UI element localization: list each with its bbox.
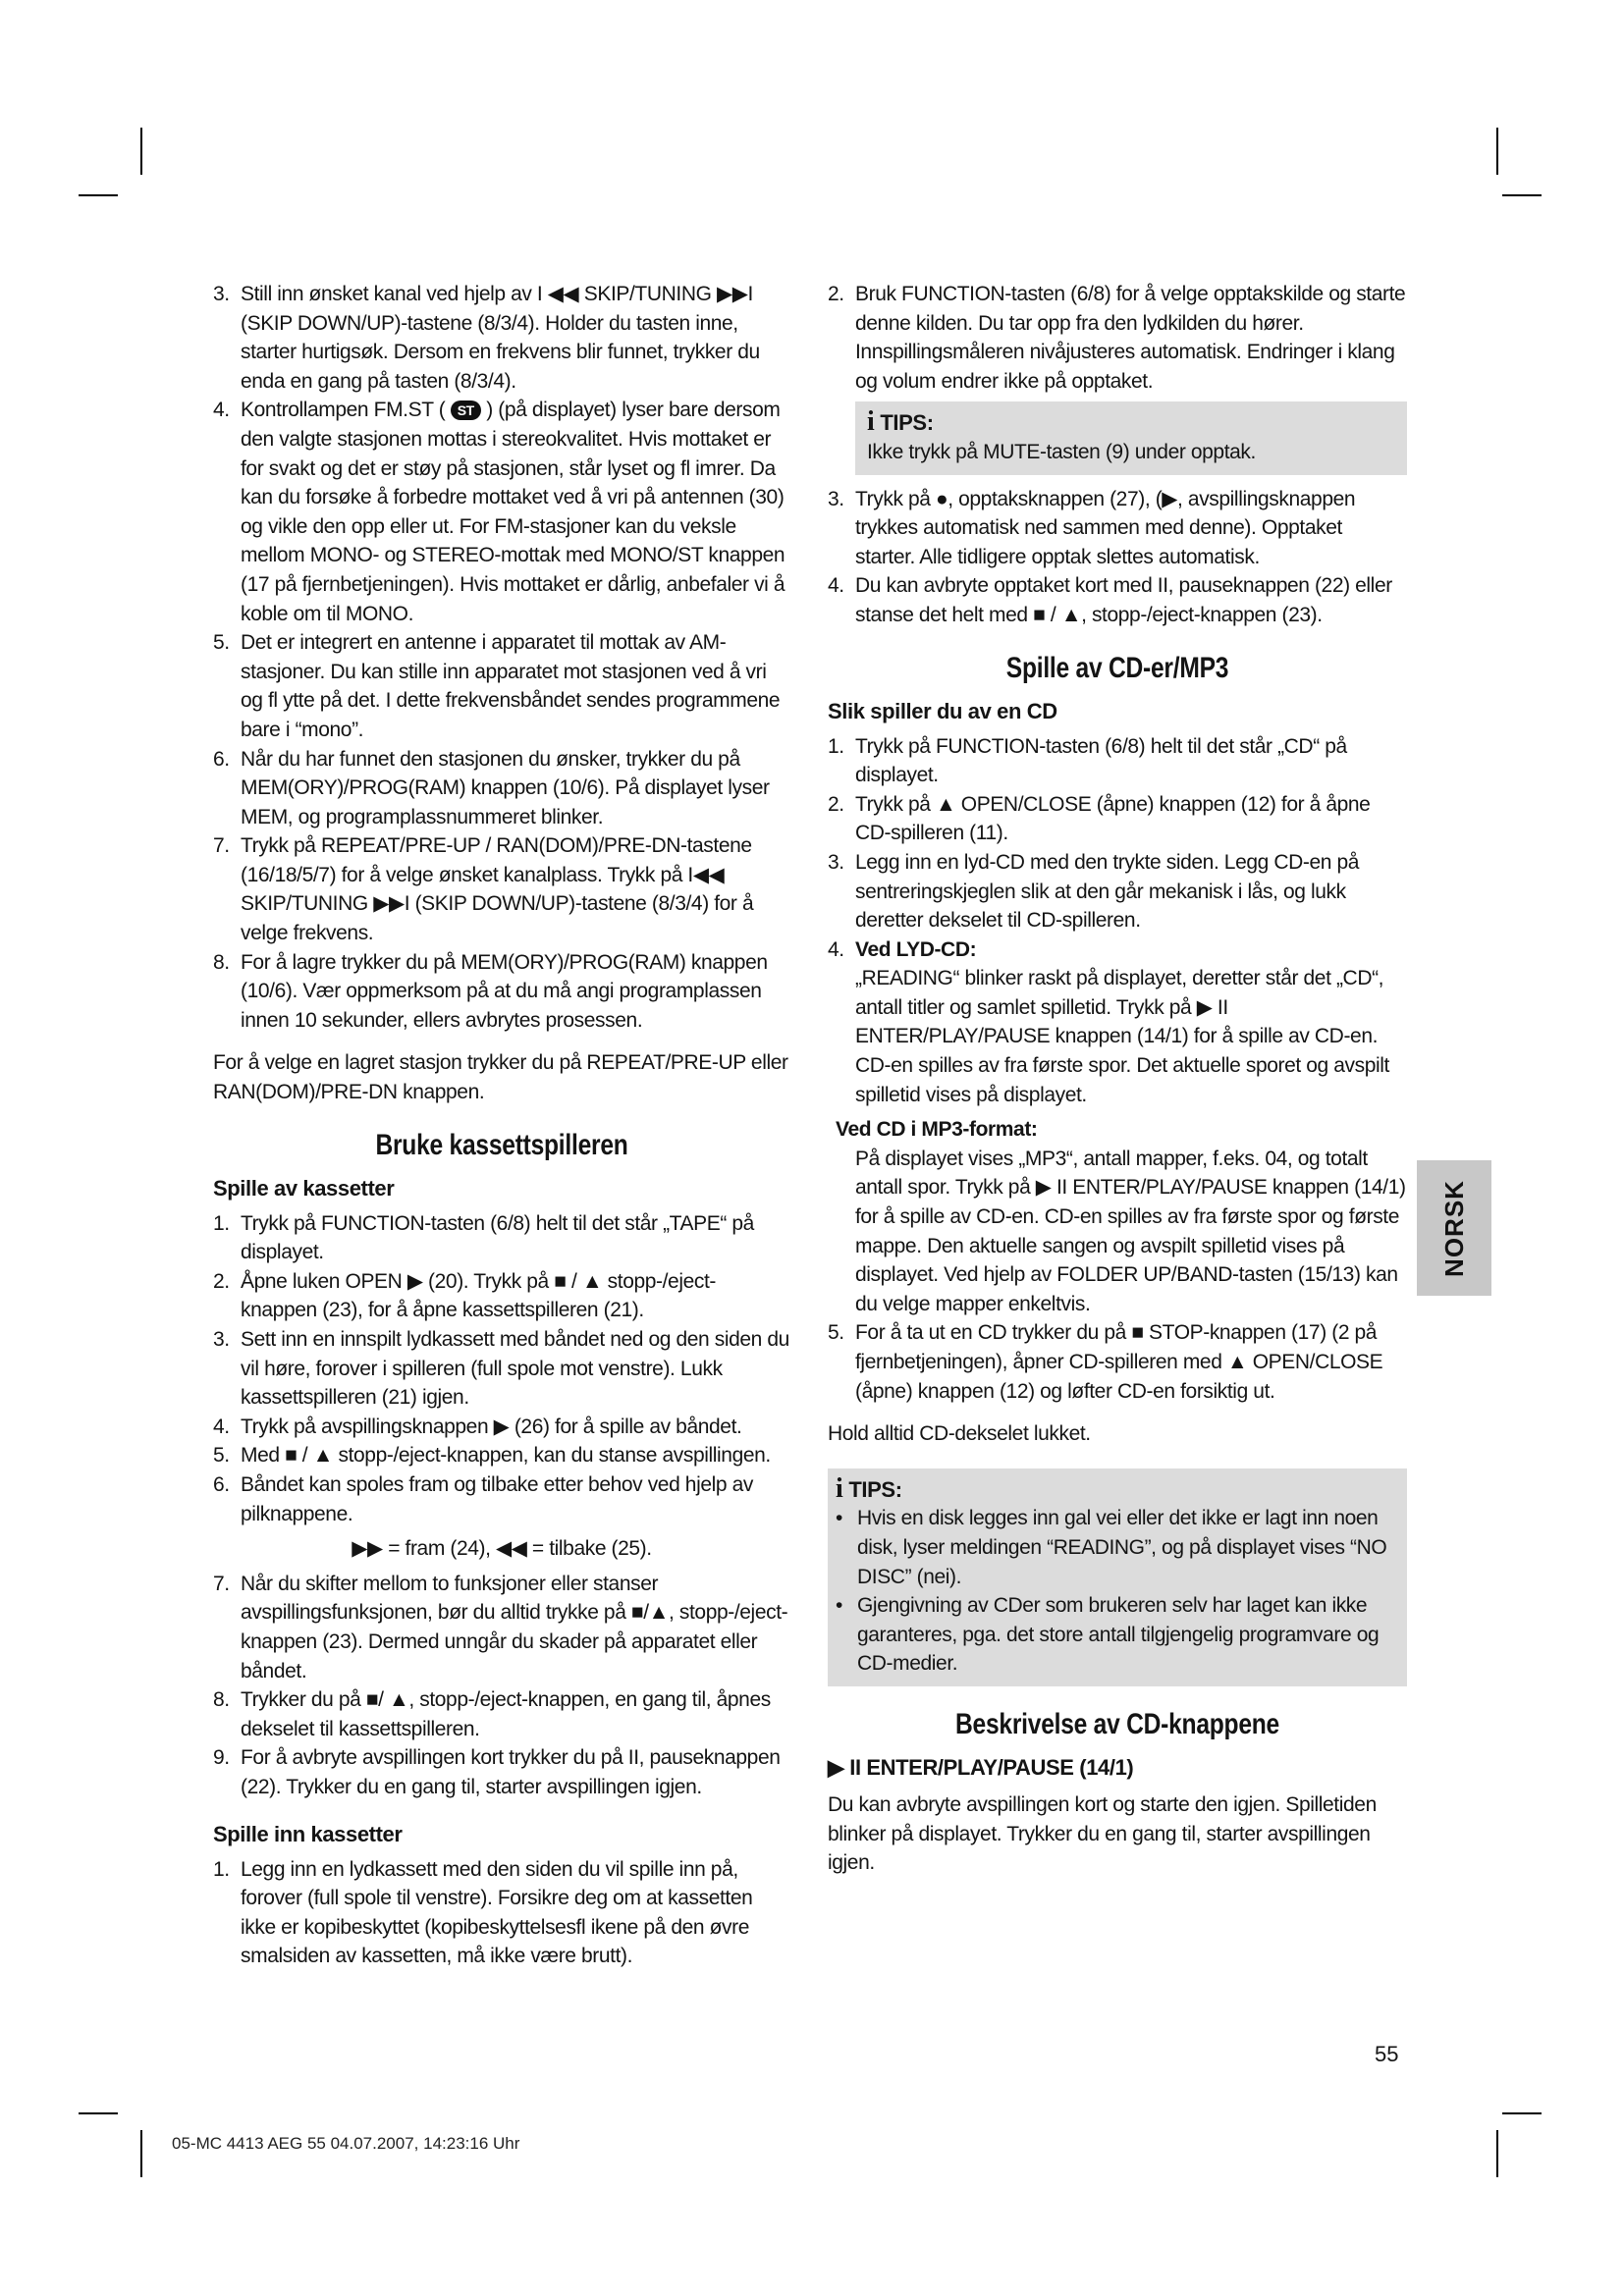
item-number: 6. [213, 747, 230, 771]
list-item [213, 1470, 790, 1528]
list-item [213, 1413, 790, 1442]
item-text: Legg inn en lydkassett med den siden du vil spille inn på, forover (full spole til venstre). Forsikre deg om at kassetten ikke er kopibeskyttet (kopibeskyttelsesfl ikene på den øvre smalsiden av kassetten, må ikke være brutt). [241, 1857, 753, 1968]
list-item [828, 571, 1407, 629]
item-text: Du kan avbryte opptaket kort med II, pauseknappen (22) eller stanse det helt med ■ / ▲, stopp-/eject-knappen (23). [855, 574, 1392, 626]
item-number: 5. [213, 1444, 230, 1468]
crop-mark [140, 128, 142, 175]
right-column [828, 280, 1407, 1878]
tips-title [836, 1474, 1395, 1505]
item-text: Med ■ / ▲ stopp-/eject-knappen, kan du stanse avspillingen. [241, 1444, 771, 1468]
subheading-record-cassette: Spille inn kassetter [213, 1821, 403, 1846]
record-steps-list [828, 280, 1407, 396]
section-heading-cd: Spille av CD-er/MP3 [1005, 651, 1229, 684]
tips-title [867, 407, 1395, 438]
list-item [828, 1318, 1407, 1406]
left-column [213, 280, 790, 1971]
tips-bullet-text: Hvis en disk legges inn gal vei eller det ikke er lagt inn noen disk, lyser meldingen “READING”, og på displayet vises “NO DISC” (nei). [857, 1507, 1387, 1588]
crop-mark [79, 2112, 118, 2114]
crop-mark [1496, 2130, 1498, 2177]
record-steps-list-cont [828, 485, 1407, 630]
list-item [828, 732, 1407, 790]
list-item [213, 1685, 790, 1743]
bullet-dot: • [836, 1507, 842, 1530]
list-item [828, 848, 1407, 935]
list-item [213, 1441, 790, 1470]
arrow-keys-line: ▶▶ = fram (24), ◀◀ = tilbake (25). [352, 1537, 652, 1561]
item-text: Trykk på FUNCTION-tasten (6/8) helt til det står „TAPE“ på displayet. [241, 1211, 754, 1264]
stereo-st-icon: ST [451, 400, 481, 420]
list-item [213, 1325, 790, 1413]
mp3-label: Ved CD i MP3-format: [836, 1118, 1038, 1142]
list-item [213, 1267, 790, 1325]
info-icon: i [836, 1472, 843, 1504]
info-icon: i [867, 406, 875, 438]
item-text: Trykk på avspillingsknappen ▶ (26) for å spille av båndet. [241, 1415, 742, 1438]
item-text-pre: Kontrollampen FM.ST ( [241, 399, 446, 422]
list-item [213, 1209, 790, 1267]
item-text: Det er integrert en antenne i apparatet til mottak av AM-stasjoner. Du kan stille inn apparatet mot stasjonen ved å vri og fl ytte på det. I dette frekvensbåndet sendes programmene bare i “mono”. [241, 631, 781, 741]
list-item [213, 745, 790, 832]
item-text: Trykk på ●, opptaksknappen (27), (▶, avspillingsknappen trykkes automatisk ned sammen med denne). Opptaket starter. Alle tidligere opptak slettes automatisk. [855, 487, 1356, 568]
cassette-play-list [213, 1209, 790, 1529]
tips-bullet [836, 1591, 1395, 1679]
item-number: 4. [213, 1415, 230, 1438]
list-item [828, 280, 1407, 396]
item-number: 8. [213, 950, 230, 974]
item-text: Når du har funnet den stasjonen du ønsker, trykker du på MEM(ORY)/PROG(RAM) knappen (10/6). På displayet lyser MEM, og programplassnummeret blinker. [241, 747, 770, 828]
tips-bullet-text: Gjengivning av CDer som brukeren selv har laget kan ikke garanteres, pga. det store antall tilgjengelig programvare og CD-medier. [857, 1594, 1380, 1676]
item-number: 3. [828, 487, 844, 510]
item-text: Båndet kan spoles fram og tilbake etter behov ved hjelp av pilknappene. [241, 1472, 753, 1525]
item-text: Trykk på ▲ OPEN/CLOSE (åpne) knappen (12) for å åpne CD-spilleren (11). [855, 792, 1371, 845]
item-number: 7. [213, 834, 230, 858]
paragraph: Du kan avbryte avspillingen kort og starte den igjen. Spilletiden blinker på displayet. Trykker du en gang til, starter avspillingen igjen. [828, 1792, 1377, 1875]
list-item [828, 485, 1407, 572]
crop-mark [1496, 128, 1498, 175]
list-item [213, 1855, 790, 1971]
item-number: 2. [828, 283, 844, 305]
item-number: 2. [828, 792, 844, 816]
item-number: 1. [828, 734, 844, 758]
item-number: 2. [213, 1269, 230, 1293]
item-body: „READING“ blinker raskt på displayet, deretter står det „CD“, antall titler og samlet spilletid. Trykk på ▶ II ENTER/PLAY/PAUSE knappen (14/1) for å spille av CD-en. CD-en spilles av fra første spor. Det aktuelle sporet og avspilt spilletid vises på displayet. [855, 967, 1389, 1106]
tips-box [855, 401, 1407, 474]
crop-mark [140, 2130, 142, 2177]
item-number: 3. [213, 1328, 230, 1351]
item-text: Sett inn en innspilt lydkassett med båndet ned og den siden du vil høre, forover i spilleren (full spole mot venstre). Lukk kassettspilleren (21) igjen. [241, 1328, 789, 1410]
list-item [828, 790, 1407, 848]
subheading-play-cassette: Spille av kassetter [213, 1175, 395, 1201]
language-tab-label: NORSK [1438, 1179, 1469, 1277]
tips-bullet [836, 1504, 1395, 1591]
list-item [213, 280, 790, 396]
tips-label: TIPS: [848, 1476, 902, 1502]
item-text: Bruk FUNCTION-tasten (6/8) for å velge opptakskilde og starte denne kilden. Du tar opp fra den lydkilden du hører. Innspillingsmåleren nivåjusteres automatisk. Endringer i klang og volum endrer ikke på opptaket. [855, 283, 1406, 393]
item-number: 8. [213, 1688, 230, 1712]
list-item [213, 948, 790, 1036]
cassette-record-list [213, 1855, 790, 1971]
tips-text: Ikke trykk på MUTE-tasten (9) under opptak. [867, 440, 1256, 463]
item-number: 3. [213, 283, 230, 305]
item-text: Trykk på REPEAT/PRE-UP / RAN(DOM)/PRE-DN-tastene (16/18/5/7) for å velge ønsket kanalplass. Trykk på I◀◀ SKIP/TUNING ▶▶I (SKIP DOWN/UP)-tastene (8/3/4) for å velge frekvens. [241, 834, 754, 945]
item-text: Når du skifter mellom to funksjoner eller stanser avspillingsfunksjonen, bør du alltid trykke på ■/▲, stopp-/eject-knappen (23). Dermed unngår du skader på apparatet eller båndet. [241, 1572, 788, 1682]
item-number: 1. [213, 1857, 230, 1881]
item-text-post: ) (på displayet) lyser bare dersom den valgte stasjonen mottas i stereokvalitet. Hvis mottaket er for svakt og det er støy på stasjonen, står lyset og fl imrer. Da kan du forsøke å forbedre mottaket ved å vri på antennen (30) og vikle den opp eller ut. For FM-stasjoner kan du veksle mellom MONO- og STEREO-mottak med MONO/ST knappen (17 på fjernbetjeningen). Hvis mottaket er dårlig, anbefaler vi å koble om til MONO. [241, 399, 785, 625]
subheading-play-cd: Slik spiller du av en CD [828, 698, 1057, 723]
item-number: 4. [828, 574, 844, 598]
crop-mark [1502, 194, 1542, 196]
item-number: 7. [213, 1572, 230, 1595]
list-item [213, 628, 790, 744]
item-number: 5. [828, 1321, 844, 1345]
item-text: Legg inn en lyd-CD med den trykte siden. Legg CD-en på sentreringskjeglen slik at den går mekanisk i lås, og lukk deretter dekselet til CD-spilleren. [855, 850, 1360, 933]
item-text: Trykk på FUNCTION-tasten (6/8) helt til det står „CD“ på displayet. [855, 734, 1347, 787]
item-text: Still inn ønsket kanal ved hjelp av I ◀◀ SKIP/TUNING ▶▶I (SKIP DOWN/UP)-tastene (8/3/4). Holder du tasten inne, starter hurtigsøk. Dersom en frekvens blir funnet, trykker du enda en gang på tasten (8/3/4). [241, 283, 760, 393]
section-heading-cassette: Bruke kassettspilleren [375, 1128, 628, 1161]
list-item [213, 396, 790, 628]
item-number: 3. [828, 850, 844, 874]
list-item [213, 831, 790, 947]
crop-mark [79, 194, 118, 196]
item-label: Ved LYD-CD: [855, 937, 977, 961]
item-number: 9. [213, 1746, 230, 1770]
cd-steps-list [828, 732, 1407, 1110]
cassette-play-list-cont [213, 1570, 790, 1802]
item-number: 4. [828, 937, 844, 961]
list-item [213, 1743, 790, 1801]
page-number: 55 [1375, 2042, 1399, 2066]
radio-steps-list [213, 280, 790, 1035]
paragraph: Hold alltid CD-dekselet lukket. [828, 1422, 1091, 1446]
language-tab [1417, 1160, 1491, 1296]
paragraph: For å velge en lagret stasjon trykker du på REPEAT/PRE-UP eller RAN(DOM)/PRE-DN knappen. [213, 1051, 788, 1104]
tips-label: TIPS: [880, 410, 934, 436]
mp3-text: På displayet vises „MP3“, antall mapper, f.eks. 04, og totalt antall spor. Trykk på ▶ II ENTER/PLAY/PAUSE knappen (14/1) for å spille av CD-en. CD-en spilles av fra første spor og første mappe. Den aktuelle sangen og avspilt spilletid vises på displayet. Ved hjelp av FOLDER UP/BAND-tasten (15/13) kan du velge mapper enkeltvis. [855, 1147, 1406, 1315]
item-number: 4. [213, 399, 230, 422]
item-text [855, 935, 1407, 1110]
item-text: For å lagre trykker du på MEM(ORY)/PROG(RAM) knappen (10/6). Vær oppmerksom på at du må angi programplassen innen 10 sekunder, ellers avbrytes prosessen. [241, 950, 768, 1032]
bullet-dot: • [836, 1594, 842, 1618]
item-text [241, 396, 790, 628]
item-number: 5. [213, 631, 230, 655]
item-text: For å avbryte avspillingen kort trykker du på II, pauseknappen (22). Trykker du en gang til, starter avspillingen igjen. [241, 1746, 781, 1798]
list-item [828, 935, 1407, 1110]
item-text: Trykker du på ■/ ▲, stopp-/eject-knappen, en gang til, åpnes dekselet til kassettspilleren. [241, 1688, 771, 1740]
subheading-play-pause: ▶ II ENTER/PLAY/PAUSE (14/1) [828, 1754, 1134, 1780]
crop-mark [1502, 2112, 1542, 2114]
item-text: Åpne luken OPEN ▶ (20). Trykk på ■ / ▲ stopp-/eject-knappen (23), for å åpne kassettspilleren (21). [241, 1269, 717, 1322]
list-item [213, 1570, 790, 1685]
cd-steps-list-cont [828, 1318, 1407, 1406]
tips-box [828, 1468, 1407, 1686]
item-number: 1. [213, 1211, 230, 1235]
section-heading-cd-buttons: Beskrivelse av CD-knappene [955, 1707, 1279, 1740]
print-footer: 05-MC 4413 AEG 55 04.07.2007, 14:23:16 Uhr [172, 2134, 520, 2153]
item-number: 6. [213, 1472, 230, 1496]
item-text: For å ta ut en CD trykker du på ■ STOP-knappen (17) (2 på fjernbetjeningen), åpner CD-spilleren med ▲ OPEN/CLOSE (åpne) knappen (12) og løfter CD-en forsiktig ut. [855, 1321, 1383, 1403]
